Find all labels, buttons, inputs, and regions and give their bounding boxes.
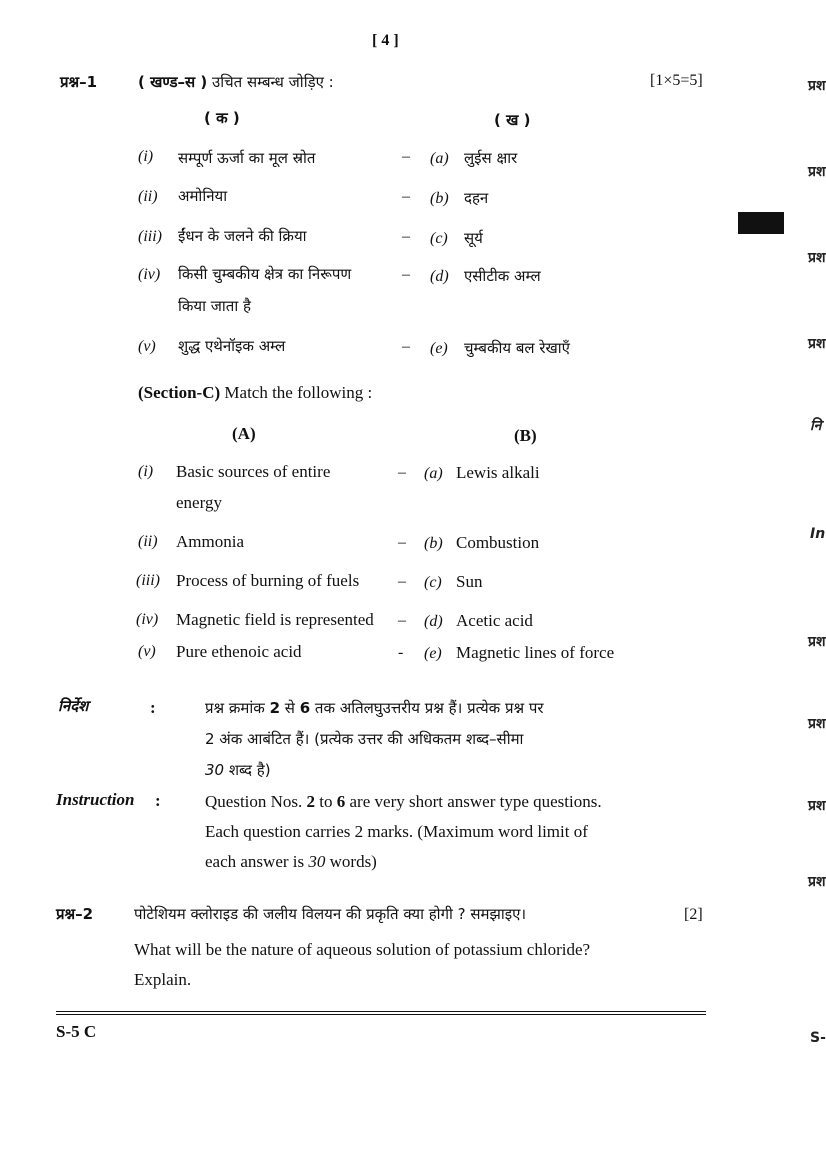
row-dash: – <box>402 148 410 165</box>
row-right-text: लुईस क्षार <box>464 149 518 167</box>
row-number: (v) <box>138 338 156 355</box>
row-left-text-cont: energy <box>176 493 222 512</box>
row-right-text: एसीटीक अम्ल <box>464 267 541 285</box>
text-segment: are very short answer type questions. <box>345 792 602 811</box>
bold-number: 2 <box>269 699 281 717</box>
row-number: (i) <box>138 148 154 165</box>
q1-marks: [1×5=5] <box>650 72 703 89</box>
text-segment: शब्द है) <box>224 761 271 779</box>
footer-paper-code: S-5 C <box>56 1022 97 1041</box>
q2-marks: [2] <box>684 906 703 923</box>
adjacent-page-fragment: S- <box>810 1030 826 1046</box>
instruction-colon: : <box>155 791 161 810</box>
row-dash: – <box>402 188 410 205</box>
row-dash: – <box>402 338 410 355</box>
text-segment: Question Nos. <box>205 792 307 811</box>
row-left-text: अमोनिया <box>178 187 228 205</box>
adjacent-page-fragment: प्रश <box>808 164 826 180</box>
footer-divider-second <box>56 1014 706 1015</box>
q1-heading <box>138 72 334 92</box>
adjacent-page-fragment: प्रश <box>808 798 826 814</box>
adjacent-page-fragment: प्रश <box>808 874 826 890</box>
row-option: (d) <box>424 613 443 630</box>
row-number: (iii) <box>136 572 160 589</box>
row-dash: – <box>398 464 406 481</box>
row-dash: - <box>398 644 404 661</box>
english-col-b-header: (B) <box>514 426 537 445</box>
text-segment: to <box>315 792 337 811</box>
adjacent-page-fragment: प्रश <box>808 78 826 94</box>
row-left-text: सम्पूर्ण ऊर्जा का मूल स्रोत <box>178 149 316 167</box>
row-dash: – <box>402 228 410 245</box>
row-option: (c) <box>424 574 442 591</box>
q2-label: प्रश्न–2 <box>56 905 94 923</box>
text-segment: तक अतिलघुउत्तरीय प्रश्न हैं। प्रत्येक प्रश्न पर <box>310 699 544 717</box>
text-segment: से <box>280 699 300 717</box>
row-number: (v) <box>138 643 156 660</box>
adjacent-page-fragment: प्रश <box>808 634 826 650</box>
english-heading-text: Match the following : <box>224 383 373 402</box>
margin-marker <box>738 212 784 234</box>
row-right-text: Lewis alkali <box>456 463 540 482</box>
q2-english-line-1: What will be the nature of aqueous solution of potassium chloride? <box>134 940 591 959</box>
q1-label: प्रश्न–1 <box>60 73 98 91</box>
hindi-col-a-header: ( क ) <box>204 109 240 127</box>
instruction-line-3 <box>205 852 377 872</box>
english-section: (Section-C) <box>138 383 221 402</box>
row-number: (iv) <box>138 266 161 283</box>
hindi-col-b-header: ( ख ) <box>494 111 531 129</box>
row-number: (i) <box>138 463 154 480</box>
row-number: (ii) <box>138 533 158 550</box>
row-number: (ii) <box>138 188 158 205</box>
row-right-text: Combustion <box>456 533 540 552</box>
row-right-text: Magnetic lines of force <box>456 643 615 662</box>
english-col-a-header: (A) <box>232 424 256 443</box>
row-option: (b) <box>424 535 443 552</box>
english-heading <box>138 383 372 403</box>
q1-heading-text: उचित सम्बन्ध जोड़िए : <box>212 73 334 91</box>
row-option: (c) <box>430 230 448 247</box>
text-segment: words) <box>325 852 377 871</box>
instruction-line-2: Each question carries 2 marks. (Maximum word limit of <box>205 822 588 841</box>
row-dash: – <box>398 573 406 590</box>
row-number: (iv) <box>136 611 159 628</box>
row-right-text: दहन <box>464 189 489 207</box>
row-left-text: Magnetic field is represented <box>176 610 374 629</box>
row-right-text: चुम्बकीय बल रेखाएँ <box>464 339 570 357</box>
row-left-text: ईंधन के जलने की क्रिया <box>178 227 307 245</box>
row-left-text: Process of burning of fuels <box>176 571 360 590</box>
row-option: (a) <box>430 150 449 167</box>
row-right-text: सूर्य <box>464 229 483 247</box>
row-left-text: Ammonia <box>176 532 244 551</box>
q1-section: ( खण्ड–स ) <box>138 73 208 91</box>
q2-hindi-text: पोटेशियम क्लोराइड की जलीय विलयन की प्रकृति क्या होगी ? समझाइए। <box>134 905 527 923</box>
row-dash: – <box>398 612 406 629</box>
row-left-text-cont: किया जाता है <box>178 297 251 315</box>
row-right-text: Sun <box>456 572 483 591</box>
row-option: (b) <box>430 190 449 207</box>
bold-number: 6 <box>336 792 346 811</box>
footer-divider <box>56 1011 706 1012</box>
row-dash: – <box>398 534 406 551</box>
row-number: (iii) <box>138 228 162 245</box>
row-left-text: Pure ethenoic acid <box>176 642 302 661</box>
bold-number: 6 <box>299 699 311 717</box>
adjacent-page-fragment: प्रश <box>808 250 826 266</box>
directions-label-hindi: निर्देश <box>58 697 89 715</box>
adjacent-page-fragment: नि <box>810 418 822 434</box>
directions-hindi-line-1 <box>205 698 544 718</box>
row-option: (d) <box>430 268 449 285</box>
row-option: (a) <box>424 465 443 482</box>
adjacent-page-fragment: In <box>810 526 826 542</box>
italic-number: 30 <box>308 852 326 871</box>
bold-number: 2 <box>306 792 316 811</box>
directions-hindi-line-3 <box>205 760 271 780</box>
instruction-label: Instruction <box>56 790 135 809</box>
instruction-line-1 <box>205 792 602 812</box>
row-right-text: Acetic acid <box>456 611 533 630</box>
q2-english-line-2: Explain. <box>134 970 192 989</box>
text-segment: प्रश्न क्रमांक <box>205 699 270 717</box>
adjacent-page-fragment: प्रश <box>808 336 826 352</box>
row-option: (e) <box>424 645 442 662</box>
directions-hindi-line-2: 2 अंक आबंटित हैं। (प्रत्येक उत्तर की अधिकतम शब्द–सीमा <box>205 730 524 748</box>
text-segment: each answer is <box>205 852 309 871</box>
row-left-text: Basic sources of entire <box>176 462 331 481</box>
row-left-text: किसी चुम्बकीय क्षेत्र का निरूपण <box>178 265 352 283</box>
row-left-text: शुद्ध एथेनॉइक अम्ल <box>178 337 286 355</box>
italic-number: 30 <box>205 761 225 779</box>
row-dash: – <box>402 266 410 283</box>
directions-colon: : <box>150 698 156 717</box>
row-option: (e) <box>430 340 448 357</box>
page-number: [ 4 ] <box>372 32 399 49</box>
adjacent-page-fragment: प्रश <box>808 716 826 732</box>
